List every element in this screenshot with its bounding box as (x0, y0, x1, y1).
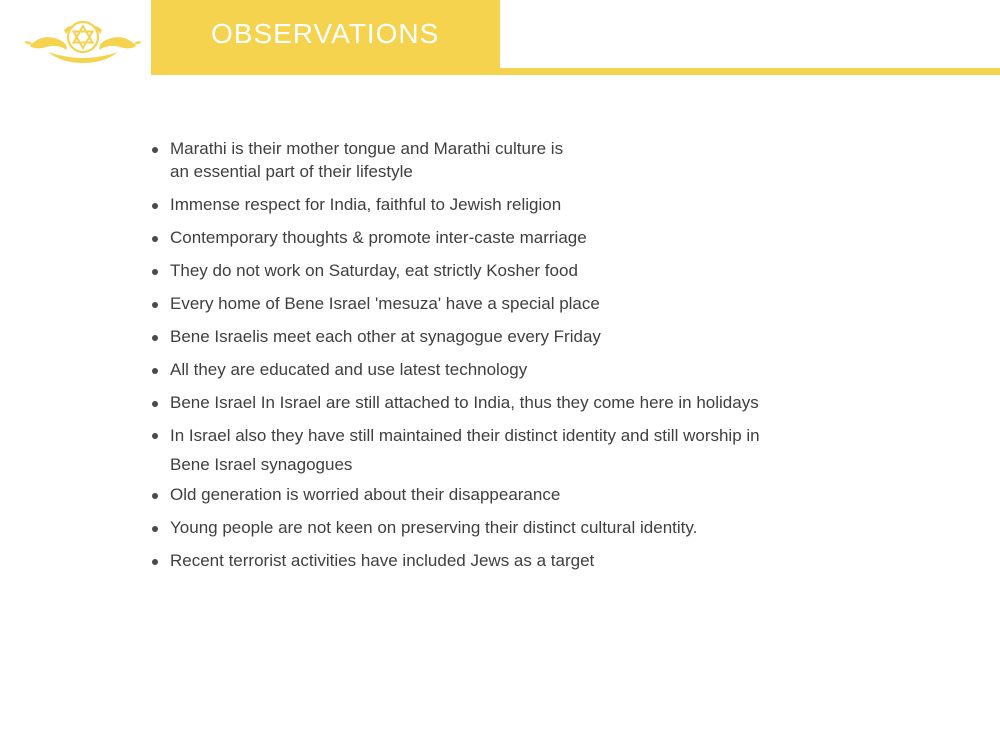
list-item (152, 292, 832, 315)
list-item (152, 516, 832, 539)
list-item-text: an essential part of their lifestyle (170, 162, 413, 181)
star-of-david-emblem-icon (22, 16, 144, 64)
list-item (152, 193, 832, 216)
list-item-text: In Israel also they have still maintained their distinct identity and still worship in (170, 426, 760, 445)
list-item (152, 549, 832, 572)
bullet-dot (152, 236, 158, 242)
bullet-dot (152, 147, 158, 153)
list-item (152, 483, 832, 506)
list-item-text: Bene Israel In Israel are still attached to India, thus they come here in holidays (170, 393, 759, 412)
list-item-text: Old generation is worried about their disappearance (170, 485, 561, 504)
list-item (152, 421, 832, 479)
list-item-text: Recent terrorist activities have included Jews as a target (170, 551, 595, 570)
bullet-dot (152, 302, 158, 308)
title-banner (151, 0, 500, 75)
list-item (152, 137, 832, 183)
bullet-dot (152, 493, 158, 499)
bullet-dot (152, 526, 158, 532)
list-item (152, 226, 832, 249)
bullet-dot (152, 368, 158, 374)
bullet-dot (152, 433, 158, 439)
list-item-text: Marathi is their mother tongue and Marathi culture is (170, 139, 564, 158)
list-item-text: Contemporary thoughts & promote inter-caste marriage (170, 228, 587, 247)
list-item (152, 259, 832, 282)
bullet-dot (152, 203, 158, 209)
list-item-text: Bene Israelis meet each other at synagogue every Friday (170, 327, 601, 346)
bullet-dot (152, 559, 158, 565)
bullet-dot (152, 269, 158, 275)
header-rule (151, 68, 1000, 75)
list-item-text: They do not work on Saturday, eat strictly Kosher food (170, 261, 578, 280)
bullet-dot (152, 401, 158, 407)
observation-list (152, 137, 832, 582)
list-item (152, 325, 832, 348)
list-item-text: Bene Israel synagogues (170, 455, 353, 474)
bullet-dot (152, 335, 158, 341)
list-item-text: All they are educated and use latest technology (170, 360, 528, 379)
page-title: OBSERVATIONS (211, 18, 440, 49)
list-item-text: Every home of Bene Israel 'mesuza' have a special place (170, 294, 600, 313)
list-item (152, 358, 832, 381)
list-item (152, 391, 832, 414)
list-item-text: Young people are not keen on preserving their distinct cultural identity. (170, 518, 698, 537)
list-item-text: Immense respect for India, faithful to Jewish religion (170, 195, 562, 214)
